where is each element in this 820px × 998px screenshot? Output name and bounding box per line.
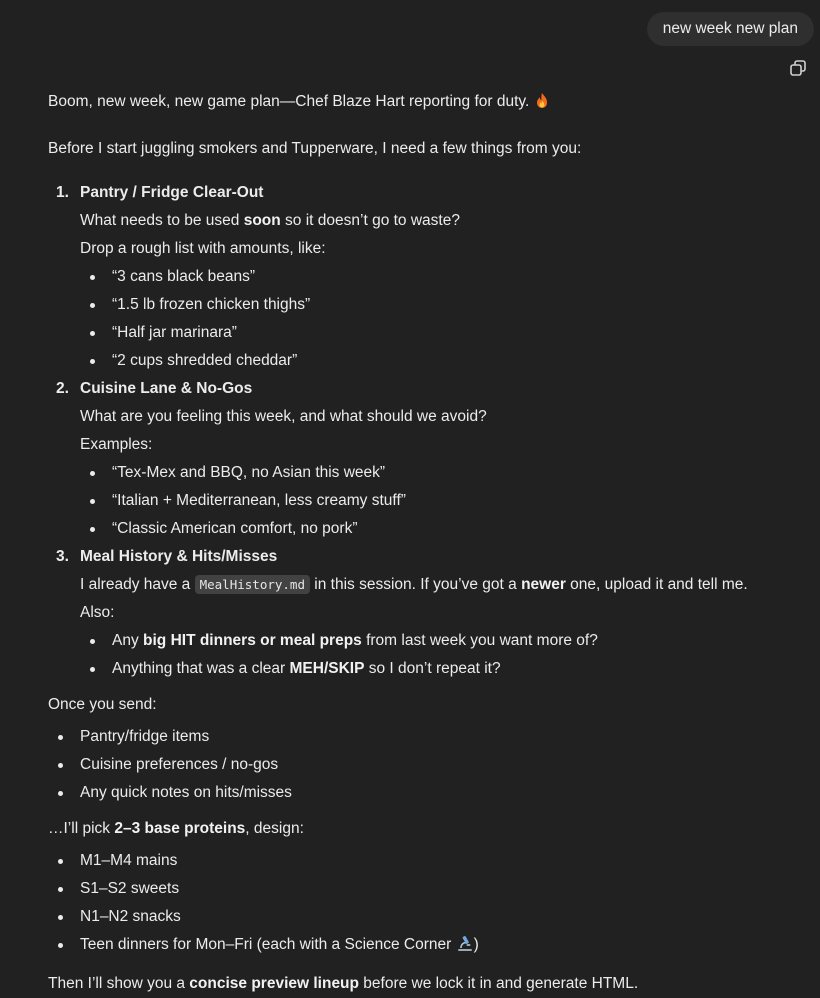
example-item: Anything that was a clear MEH/SKIP so I don’t repeat it? (80, 655, 788, 683)
pick-line: …I’ll pick 2–3 base proteins, design: (48, 820, 304, 837)
question-number: 3. (56, 548, 69, 565)
question-item (48, 375, 788, 543)
example-item: “1.5 lb frozen chicken thighs” (80, 291, 788, 319)
send-list (48, 723, 788, 807)
question-subtext: Examples: (80, 436, 153, 453)
design-item: N1–N2 snacks (48, 903, 788, 931)
question-text: What are you feeling this week, and what should we avoid? (80, 408, 487, 425)
send-item: Any quick notes on hits/misses (48, 779, 788, 807)
example-list (80, 627, 788, 683)
design-item: Teen dinners for Mon–Fri (each with a Science Corner ) (48, 931, 788, 962)
assistant-message (48, 88, 788, 998)
question-text: I already have a MealHistory.md in this session. If you’ve got a newer one, upload it and tell me. (80, 576, 748, 593)
example-list (80, 459, 788, 543)
example-item: “Tex-Mex and BBQ, no Asian this week” (80, 459, 788, 487)
example-list (80, 263, 788, 375)
copy-button[interactable] (788, 58, 808, 78)
question-title: Cuisine Lane & No-Gos (80, 380, 253, 397)
example-item: “Half jar marinara” (80, 319, 788, 347)
example-item: Any big HIT dinners or meal preps from last week you want more of? (80, 627, 788, 655)
question-subtext: Also: (80, 604, 115, 621)
user-message-bubble (647, 12, 814, 46)
question-text: What needs to be used soon so it doesn’t go to waste? (80, 212, 460, 229)
file-name-code: MealHistory.md (195, 575, 310, 594)
example-item: “3 cans black beans” (80, 263, 788, 291)
microscope-emoji (456, 934, 474, 962)
example-item: “Italian + Mediterranean, less creamy stuff” (80, 487, 788, 515)
copy-icon (788, 58, 808, 78)
design-item: M1–M4 mains (48, 847, 788, 875)
question-item (48, 543, 788, 683)
question-number: 2. (56, 380, 69, 397)
once-line: Once you send: (48, 696, 157, 713)
send-item: Pantry/fridge items (48, 723, 788, 751)
question-number: 1. (56, 184, 69, 201)
design-list (48, 847, 788, 962)
questions-list (48, 179, 788, 683)
intro-line: Boom, new week, new game plan—Chef Blaze Hart reporting for duty. (48, 88, 788, 119)
send-item: Cuisine preferences / no-gos (48, 751, 788, 779)
question-title: Meal History & Hits/Misses (80, 548, 278, 565)
example-item: “Classic American comfort, no pork” (80, 515, 788, 543)
user-message-text: new week new plan (662, 20, 798, 37)
question-item (48, 179, 788, 375)
question-subtext: Drop a rough list with amounts, like: (80, 240, 326, 257)
design-item: S1–S2 sweets (48, 875, 788, 903)
question-title: Pantry / Fridge Clear-Out (80, 184, 264, 201)
final-line: Then I’ll show you a concise preview lineup before we lock it in and generate HTML. (48, 975, 639, 992)
fire-emoji (534, 91, 550, 119)
example-item: “2 cups shredded cheddar” (80, 347, 788, 375)
lead-line: Before I start juggling smokers and Tupperware, I need a few things from you: (48, 140, 582, 157)
